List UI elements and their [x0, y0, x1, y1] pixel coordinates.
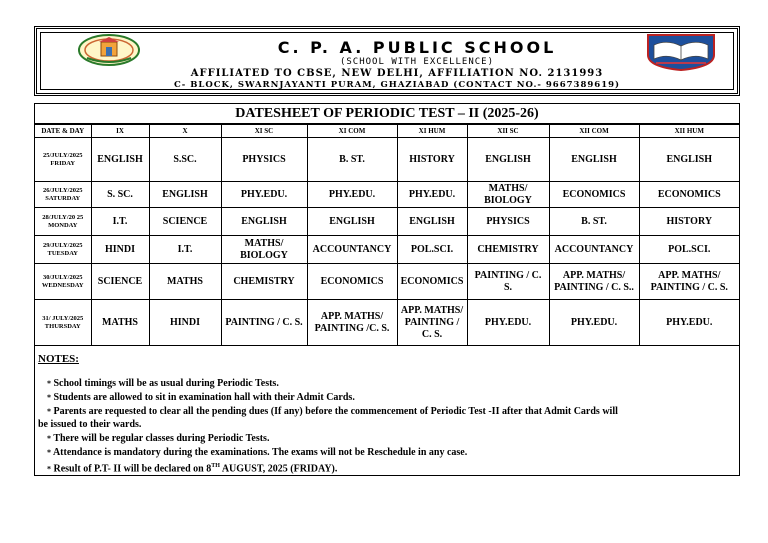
subject-cell: ENGLISH [221, 208, 307, 236]
note-text: Attendance is mandatory during the examinations. The exams will not be Reschedule in any case. [52, 447, 468, 458]
subject-cell: ENGLISH [91, 138, 149, 182]
subject-cell: APP. MATHS/ PAINTING / C. S. [639, 264, 739, 300]
bullet-icon: * [47, 464, 51, 474]
subject-cell: HINDI [91, 236, 149, 264]
subject-cell: S.SC. [149, 138, 221, 182]
date-text: 29/JULY/2025 [43, 241, 83, 249]
ordinal-suffix: TH [211, 463, 220, 469]
subject-cell: PHYSICS [467, 208, 549, 236]
affiliation-line: AFFILIATED TO CBSE, NEW DELHI, AFFILIATION NO. 2131993 [190, 68, 604, 79]
note-item [47, 460, 337, 475]
subject-cell: PHYSICS [221, 138, 307, 182]
subject-cell: I.T. [91, 208, 149, 236]
column-header: XI SC [221, 125, 307, 138]
school-motto: (SCHOOL WITH EXCELLENCE) [339, 57, 495, 67]
header-row [35, 125, 739, 138]
subject-cell: POL.SCI. [397, 236, 467, 264]
schedule-row [35, 300, 739, 346]
subject-cell: ENGLISH [397, 208, 467, 236]
subject-cell: ENGLISH [639, 138, 739, 182]
date-text: 31/ JULY/2025 [42, 314, 84, 322]
note-text: AUGUST, 2025 (FRIDAY). [219, 463, 338, 475]
subject-cell: ECONOMICS [549, 182, 639, 208]
subject-cell: MATHS [149, 264, 221, 300]
schedule-row [35, 182, 739, 208]
schedule-row [35, 138, 739, 182]
day-text: FRIDAY [50, 159, 76, 167]
datesheet-box [34, 103, 740, 476]
school-name: C. P. A. PUBLIC SCHOOL [277, 38, 557, 57]
date-day-cell [35, 236, 91, 264]
subject-cell: ECONOMICS [307, 264, 397, 300]
date-day-cell [35, 264, 91, 300]
subject-cell: ACCOUNTANCY [307, 236, 397, 264]
day-text: MONDAY [48, 221, 78, 229]
subject-cell: APP. MATHS/ PAINTING / C. S.. [549, 264, 639, 300]
subject-cell: S. SC. [91, 182, 149, 208]
column-header: IX [91, 125, 149, 138]
note-item [47, 377, 279, 390]
bullet-icon: * [47, 434, 51, 443]
note-item [47, 391, 355, 404]
subject-cell: PHY.EDU. [307, 182, 397, 208]
note-text: School timings will be as usual during Periodic Tests. [53, 378, 279, 389]
subject-cell: PHY.EDU. [549, 300, 639, 346]
day-text: SATURDAY [45, 194, 81, 202]
school-crest-icon [77, 32, 141, 68]
subject-cell: MATHS [91, 300, 149, 346]
note-text: Result of P.T- II will be declared on 8 [53, 463, 212, 475]
subject-cell: MATHS/ BIOLOGY [467, 182, 549, 208]
note-text: Students are allowed to sit in examination hall with their Admit Cards. [53, 392, 355, 403]
date-text: 26/JULY/2025 [43, 186, 83, 194]
schedule-row [35, 208, 739, 236]
subject-cell: APP. MATHS/ PAINTING /C. S. [307, 300, 397, 346]
subject-cell: ACCOUNTANCY [549, 236, 639, 264]
subject-cell: ECONOMICS [639, 182, 739, 208]
subject-cell: MATHS/ BIOLOGY [221, 236, 307, 264]
date-day-cell [35, 138, 91, 182]
datesheet-title: DATESHEET OF PERIODIC TEST – II (2025-26) [35, 104, 739, 124]
subject-cell: PAINTING / C. S. [221, 300, 307, 346]
date-day-cell [35, 300, 91, 346]
subject-cell: APP. MATHS/ PAINTING / C. S. [397, 300, 467, 346]
subject-cell: PHY.EDU. [639, 300, 739, 346]
column-header: DATE & DAY [35, 125, 91, 138]
subject-cell: ENGLISH [307, 208, 397, 236]
subject-cell: HINDI [149, 300, 221, 346]
subject-cell: ECONOMICS [397, 264, 467, 300]
column-header: XI COM [307, 125, 397, 138]
subject-cell: PHY.EDU. [467, 300, 549, 346]
column-header: XII HUM [639, 125, 739, 138]
subject-cell: I.T. [149, 236, 221, 264]
column-header: XII COM [549, 125, 639, 138]
schedule-row [35, 236, 739, 264]
school-header [34, 26, 740, 96]
subject-cell: HISTORY [397, 138, 467, 182]
subject-cell: SCIENCE [149, 208, 221, 236]
date-text: 28/JULY/20 25 [42, 213, 84, 221]
subject-cell: CHEMISTRY [221, 264, 307, 300]
bullet-icon: * [47, 407, 51, 416]
subject-cell: B. ST. [549, 208, 639, 236]
subject-cell: PAINTING / C. S. [467, 264, 549, 300]
note-item [47, 405, 618, 418]
column-header: XI HUM [397, 125, 467, 138]
subject-cell: ENGLISH [467, 138, 549, 182]
date-day-cell [35, 208, 91, 236]
subject-cell: ENGLISH [149, 182, 221, 208]
date-day-cell [35, 182, 91, 208]
note-item [47, 432, 269, 445]
note-continuation: be issued to their wards. [38, 419, 142, 430]
subject-cell: CHEMISTRY [467, 236, 549, 264]
datesheet-table [35, 124, 739, 346]
column-header: XII SC [467, 125, 549, 138]
subject-cell: HISTORY [639, 208, 739, 236]
day-text: WEDNESDAY [41, 281, 84, 289]
address-line: C- BLOCK, SWARNJAYANTI PURAM, GHAZIABAD (CONTACT NO.- 9667389619) [173, 80, 621, 90]
bullet-icon: * [47, 393, 51, 402]
bullet-icon: * [47, 448, 51, 457]
subject-cell: SCIENCE [91, 264, 149, 300]
column-header: X [149, 125, 221, 138]
date-text: 25/JULY/2025 [43, 151, 83, 159]
notes-heading: NOTES: [38, 353, 79, 365]
date-text: 30/JULY/2025 [43, 273, 83, 281]
day-text: TUESDAY [47, 249, 78, 257]
subject-cell: B. ST. [307, 138, 397, 182]
bullet-icon: * [47, 379, 51, 388]
note-item [47, 446, 467, 459]
note-text: There will be regular classes during Periodic Tests. [53, 433, 270, 444]
subject-cell: PHY.EDU. [221, 182, 307, 208]
subject-cell: ENGLISH [549, 138, 639, 182]
subject-cell: PHY.EDU. [397, 182, 467, 208]
day-text: THURSDAY [44, 322, 81, 330]
note-text: Parents are requested to clear all the pending dues (If any) before the commencement of Periodic Test -II after that Admit Cards will [53, 406, 618, 417]
schedule-row [35, 264, 739, 300]
subject-cell: POL.SCI. [639, 236, 739, 264]
